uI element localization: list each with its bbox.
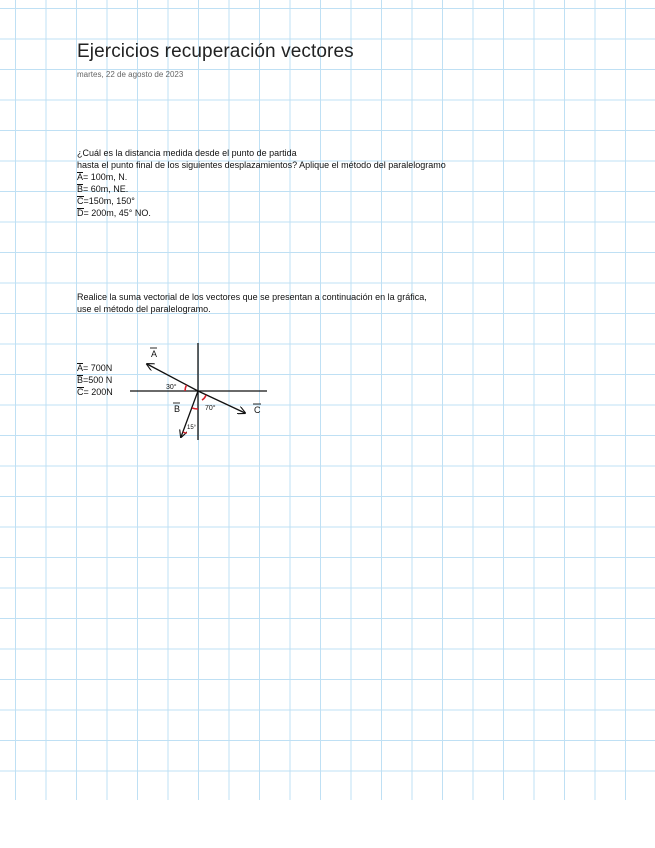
page-date: martes, 22 de agosto de 2023 [77, 70, 184, 79]
vector-value: = 200m, 45° NO. [83, 208, 151, 218]
question-1 [77, 147, 446, 219]
legend-item [77, 374, 113, 386]
legend-item [77, 386, 113, 398]
vector-value: =500 N [83, 375, 113, 385]
angle-arc-b-tip [183, 432, 187, 433]
angle-arc-c [202, 395, 206, 400]
vector-item [77, 171, 446, 183]
angle-arc-a [185, 385, 187, 391]
vector-item [77, 183, 446, 195]
legend-item [77, 362, 113, 374]
label-a: A [151, 349, 158, 359]
page-title: Ejercicios recuperación vectores [77, 41, 354, 62]
vector-value: = 60m, NE. [83, 184, 129, 194]
question-2-line-2: use el método del paralelogramo. [77, 304, 211, 314]
vector-value: = 700N [83, 363, 113, 373]
vector-diagram [125, 340, 275, 450]
angle-label-c: 70° [205, 405, 216, 412]
vector-symbol: B [77, 184, 84, 194]
angle-label-a: 30° [166, 384, 177, 391]
question-1-line-1: ¿Cuál es la distancia medida desde el punto de partida [77, 148, 297, 158]
question-2-line-1: Realice la suma vectorial de los vectores que se presentan a continuación en la gráfica, [77, 292, 427, 302]
vector-symbol: C [77, 196, 84, 206]
vector-symbol: B [77, 375, 84, 385]
vector-symbol: C [77, 387, 84, 397]
angle-label-b: 15° [187, 425, 197, 431]
angle-arc-b [192, 408, 198, 409]
vector-symbol: D [77, 208, 84, 218]
vector-item [77, 207, 446, 219]
vector-value: = 100m, N. [83, 172, 128, 182]
vector-symbol: A [77, 172, 84, 182]
vector-value: = 200N [83, 387, 113, 397]
label-b: B [174, 404, 181, 414]
vector-item [77, 195, 446, 207]
vector-value: =150m, 150° [83, 196, 135, 206]
question-1-line-2: hasta el punto final de los siguientes desplazamientos? Aplique el método del paralelogramo [77, 160, 446, 170]
vector-legend [77, 362, 113, 398]
question-2 [77, 291, 427, 315]
label-c: C [254, 405, 261, 415]
vector-symbol: A [77, 363, 84, 373]
